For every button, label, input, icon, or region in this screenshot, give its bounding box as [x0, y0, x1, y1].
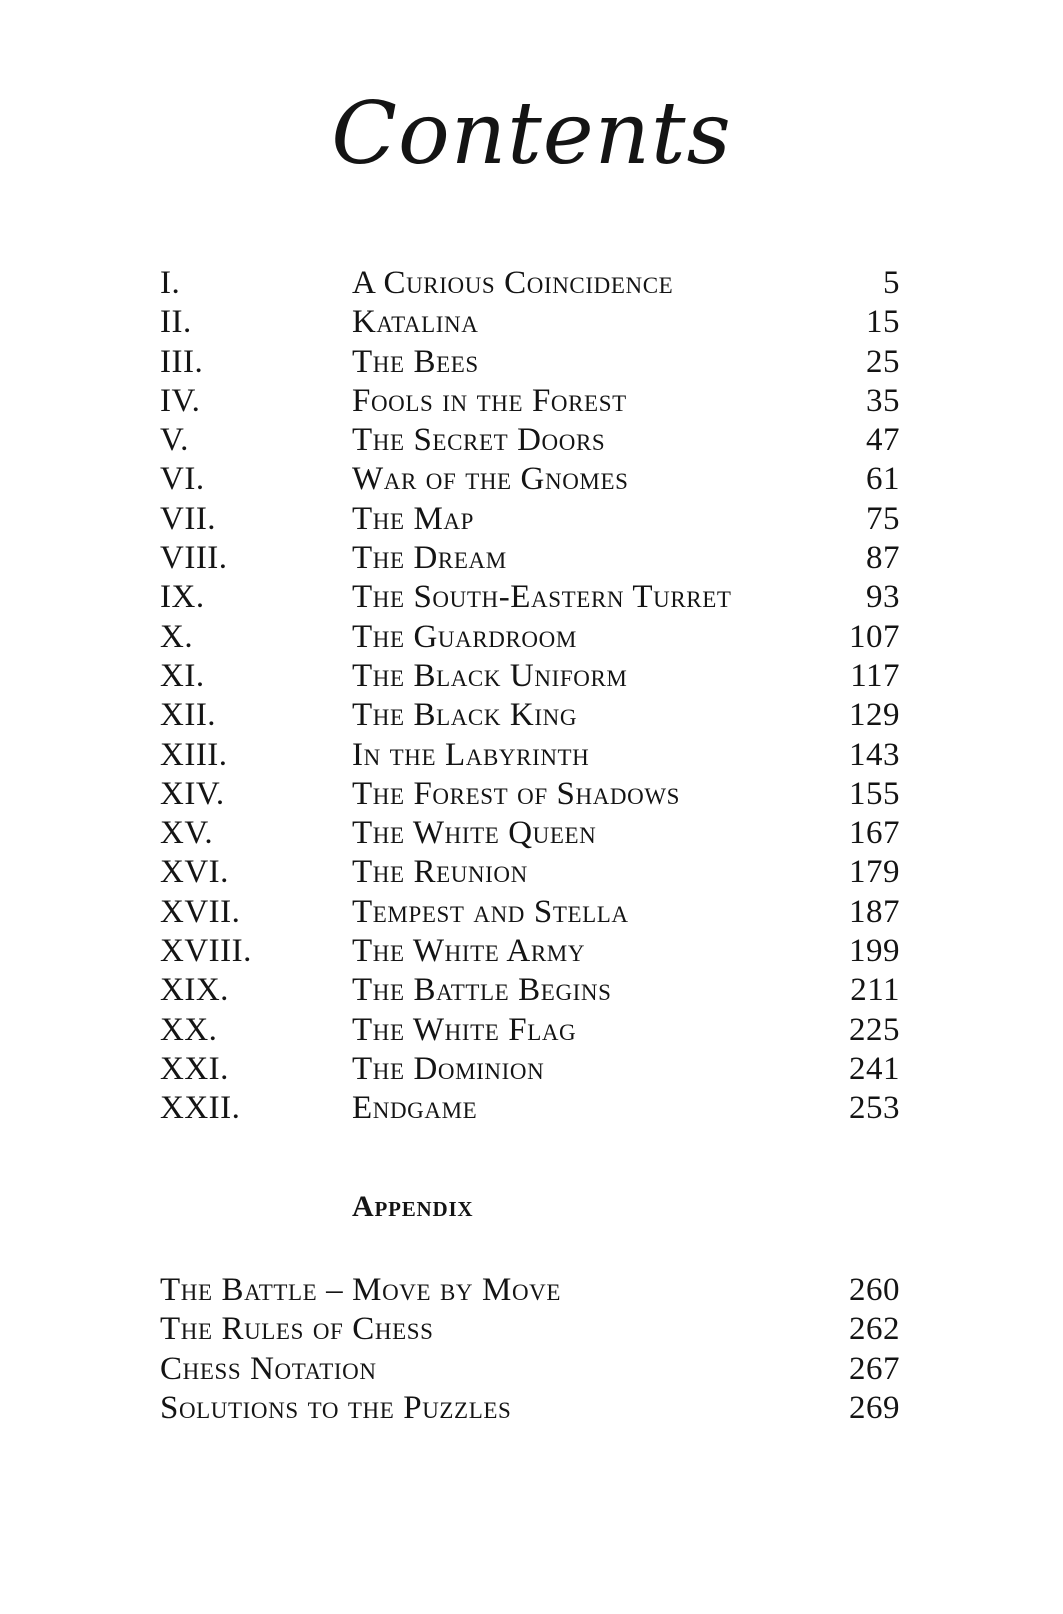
toc-row [160, 971, 900, 1010]
appendix-list [160, 1271, 900, 1428]
chapter-page-number: 211 [850, 972, 900, 1009]
chapter-title: The Bees [352, 343, 479, 380]
appendix-item-title: The Battle – Move by Move [160, 1272, 562, 1308]
chapter-numeral: III. [160, 343, 204, 380]
chapter-page-number: 93 [866, 579, 900, 616]
toc-row [160, 618, 900, 657]
chapter-page-number: 15 [866, 304, 900, 341]
toc-row [160, 382, 900, 421]
chapter-title: The Map [352, 500, 475, 537]
chapter-page-number: 241 [849, 1050, 900, 1087]
toc-row [160, 303, 900, 342]
chapter-page-number: 199 [849, 933, 900, 970]
chapter-page-number: 117 [850, 657, 900, 694]
chapter-numeral: XIV. [160, 775, 225, 812]
chapter-page-number: 225 [849, 1011, 900, 1048]
chapter-page-number: 167 [849, 815, 900, 852]
chapter-title: The Dream [352, 540, 507, 577]
toc-row [160, 893, 900, 932]
toc-row [160, 460, 900, 499]
appendix-row [160, 1389, 900, 1428]
chapter-page-number: 47 [866, 422, 900, 459]
toc-row [160, 1050, 900, 1089]
chapter-title: The Battle Begins [352, 972, 612, 1009]
chapter-page-number: 129 [849, 697, 900, 734]
chapter-numeral: XX. [160, 1011, 218, 1048]
toc-row [160, 1011, 900, 1050]
toc-row [160, 578, 900, 617]
appendix-row [160, 1350, 900, 1389]
appendix-item-page-number: 267 [849, 1350, 900, 1387]
chapter-title: Katalina [352, 304, 479, 341]
toc-row [160, 264, 900, 303]
chapter-page-number: 87 [866, 540, 900, 577]
chapter-title: The White Flag [352, 1011, 577, 1048]
chapter-title: Tempest and Stella [352, 893, 629, 930]
chapter-title: The Black King [352, 697, 578, 734]
chapter-list [160, 264, 900, 1129]
chapter-numeral: II. [160, 304, 192, 341]
appendix-item-page-number: 262 [849, 1311, 900, 1348]
chapter-page-number: 75 [866, 500, 900, 537]
toc-row [160, 932, 900, 971]
chapter-numeral: VI. [160, 461, 205, 498]
chapter-title: The Guardroom [352, 618, 577, 655]
chapter-page-number: 35 [866, 382, 900, 419]
appendix-heading: Appendix [352, 1190, 474, 1223]
chapter-numeral: XXII. [160, 1090, 241, 1127]
chapter-numeral: XVII. [160, 893, 241, 930]
toc-row [160, 814, 900, 853]
chapter-numeral: VIII. [160, 540, 228, 577]
toc-row [160, 539, 900, 578]
chapter-page-number: 155 [849, 775, 900, 812]
chapter-title: Fools in the Forest [352, 382, 627, 419]
chapter-page-number: 25 [866, 343, 900, 380]
appendix-item-title: Chess Notation [160, 1350, 377, 1387]
toc-row [160, 500, 900, 539]
chapter-numeral: V. [160, 422, 189, 459]
toc-row [160, 775, 900, 814]
chapter-title: War of the Gnomes [352, 461, 629, 498]
chapter-title: A Curious Coincidence [352, 265, 674, 301]
chapter-numeral: XI. [160, 657, 205, 694]
appendix-item-page-number: 260 [849, 1272, 900, 1308]
chapter-numeral: XIII. [160, 736, 228, 773]
toc-row [160, 421, 900, 460]
toc-row [160, 853, 900, 892]
chapter-title: The Dominion [352, 1050, 545, 1087]
chapter-title: The Reunion [352, 854, 528, 891]
toc-row [160, 657, 900, 696]
toc-row [160, 736, 900, 775]
chapter-numeral: XXI. [160, 1050, 229, 1087]
chapter-numeral: I. [160, 265, 181, 301]
chapter-page-number: 143 [849, 736, 900, 773]
appendix-item-title: Solutions to the Puzzles [160, 1389, 512, 1426]
chapter-numeral: IX. [160, 579, 205, 616]
chapter-numeral: VII. [160, 500, 217, 537]
toc-row [160, 696, 900, 735]
chapter-title: The White Army [352, 933, 586, 970]
chapter-numeral: XVI. [160, 854, 229, 891]
appendix-item-title: The Rules of Chess [160, 1311, 434, 1348]
chapter-numeral: XV. [160, 815, 214, 852]
chapter-title: In the Labyrinth [352, 736, 590, 773]
chapter-page-number: 107 [849, 618, 900, 655]
page-title: Contents [331, 84, 732, 184]
chapter-title: The Black Uniform [352, 657, 628, 694]
chapter-page-number: 5 [883, 265, 900, 301]
chapter-page-number: 253 [849, 1090, 900, 1127]
appendix-item-page-number: 269 [849, 1389, 900, 1426]
chapter-numeral: X. [160, 618, 194, 655]
chapter-numeral: XVIII. [160, 933, 252, 970]
toc-row [160, 1089, 900, 1128]
chapter-page-number: 61 [866, 461, 900, 498]
chapter-page-number: 179 [849, 854, 900, 891]
appendix-row [160, 1271, 900, 1310]
chapter-numeral: XII. [160, 697, 217, 734]
chapter-title: The Forest of Shadows [352, 775, 681, 812]
chapter-title: Endgame [352, 1090, 478, 1127]
appendix-row [160, 1310, 900, 1349]
chapter-numeral: XIX. [160, 972, 229, 1009]
chapter-title: The White Queen [352, 815, 597, 852]
chapter-numeral: IV. [160, 382, 201, 419]
toc-row [160, 343, 900, 382]
chapter-title: The Secret Doors [352, 422, 606, 459]
chapter-title: The South-Eastern Turret [352, 579, 732, 616]
chapter-page-number: 187 [849, 893, 900, 930]
